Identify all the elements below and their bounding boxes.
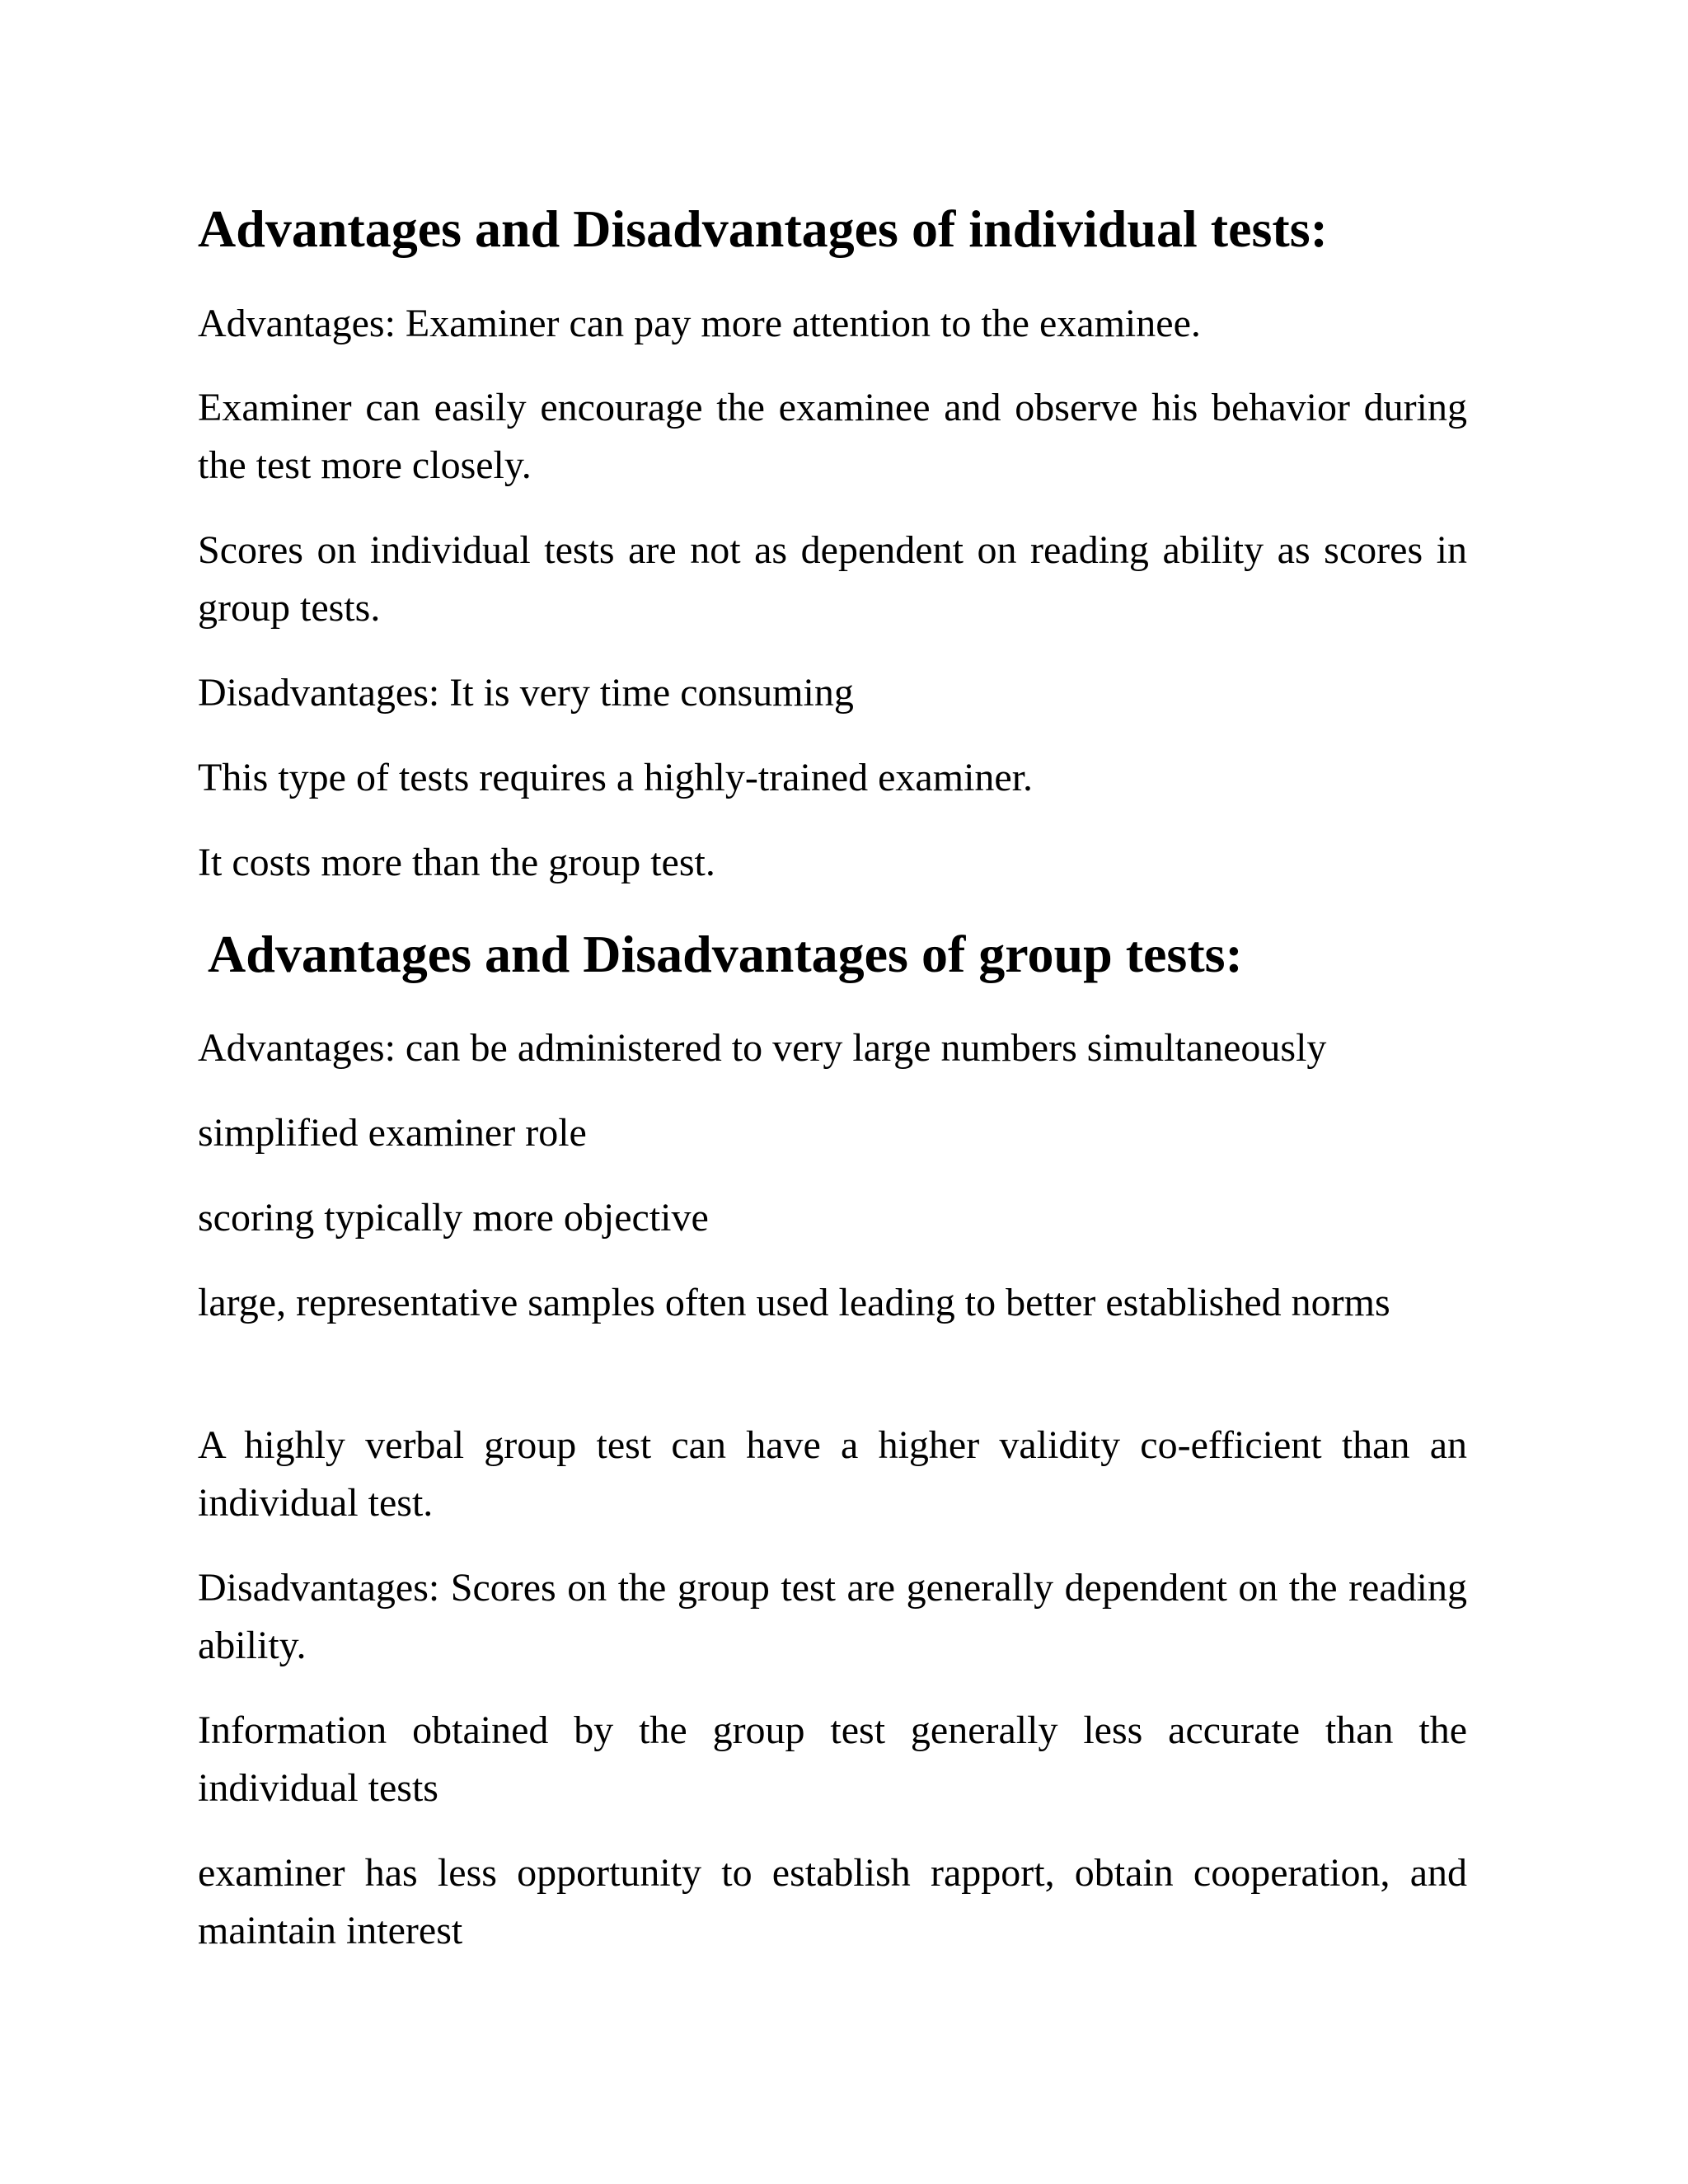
paragraph-group-disadvantage-rapport: examiner has less opportunity to establish rapport, obtain cooperation, and maintain interest xyxy=(198,1851,1467,1952)
paragraph-individual-advantage-reading: Scores on individual tests are not as dependent on reading ability as scores in group tests. xyxy=(198,528,1467,630)
paragraph-group-advantage-norms: large, representative samples often used leading to better established norms xyxy=(198,1281,1390,1324)
heading-individual-tests: Advantages and Disadvantages of individual tests: xyxy=(198,199,1328,258)
paragraph-group-disadvantage-reading: Disadvantages: Scores on the group test are generally dependent on the reading ability. xyxy=(198,1566,1467,1667)
paragraph-group-advantage-scoring: scoring typically more objective xyxy=(198,1196,709,1240)
paragraph-individual-disadvantage-cost: It costs more than the group test. xyxy=(198,841,715,884)
paragraph-group-advantage-validity: A highly verbal group test can have a higher validity co-efficient than an individual test. xyxy=(198,1423,1467,1525)
paragraph-individual-advantage-encourage: Examiner can easily encourage the examinee and observe his behavior during the test more closely. xyxy=(198,386,1467,487)
document-page xyxy=(198,0,1467,2184)
heading-group-tests: Advantages and Disadvantages of group tests: xyxy=(208,925,1243,983)
paragraph-individual-advantage-attention: Advantages: Examiner can pay more attention to the examinee. xyxy=(198,302,1201,345)
paragraph-individual-disadvantage-time: Disadvantages: It is very time consuming xyxy=(198,671,854,715)
paragraph-individual-disadvantage-examiner: This type of tests requires a highly-trained examiner. xyxy=(198,756,1034,799)
paragraph-group-disadvantage-accuracy: Information obtained by the group test generally less accurate than the individual tests xyxy=(198,1708,1467,1810)
paragraph-group-advantage-examiner-role: simplified examiner role xyxy=(198,1111,587,1155)
paragraph-group-advantage-large-numbers: Advantages: can be administered to very large numbers simultaneously xyxy=(198,1026,1327,1070)
